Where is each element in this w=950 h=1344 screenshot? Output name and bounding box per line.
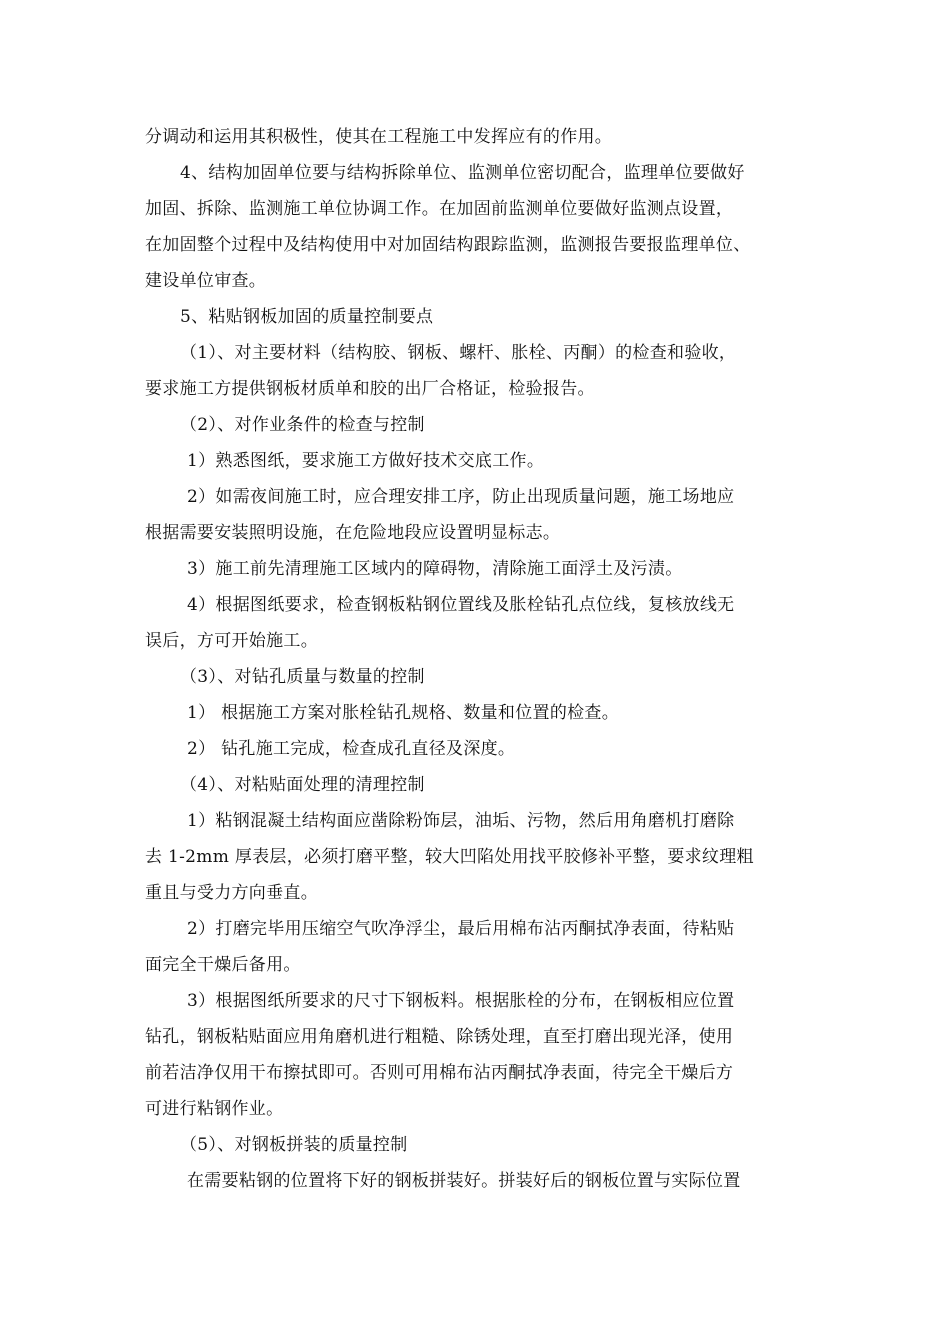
paragraph-line: 要求施工方提供钢板材质单和胶的出厂合格证，检验报告。 — [145, 379, 595, 399]
list-item: 1）粘钢混凝土结构面应凿除粉饰层，油垢、污物，然后用角磨机打磨除 — [187, 811, 735, 831]
paragraph-line: 在加固整个过程中及结构使用中对加固结构跟踪监测，监测报告要报监理单位、 — [145, 235, 751, 255]
subsection-heading: （3）、对钻孔质量与数量的控制 — [180, 667, 425, 687]
list-item: 1）熟悉图纸，要求施工方做好技术交底工作。 — [187, 451, 545, 471]
paragraph-line: 加固、拆除、监测施工单位协调工作。在加固前监测单位要做好监测点设置， — [145, 199, 734, 219]
paragraph-line: 可进行粘钢作业。 — [145, 1099, 284, 1119]
subsection-heading: （4）、对粘贴面处理的清理控制 — [180, 775, 425, 795]
paragraph-line: 建设单位审查。 — [145, 271, 267, 291]
paragraph-line: 分调动和运用其积极性，使其在工程施工中发挥应有的作用。 — [145, 127, 613, 147]
paragraph-line: 面完全干燥后备用。 — [145, 955, 301, 975]
paragraph-line: 钻孔，钢板粘贴面应用角磨机进行粗糙、除锈处理，直至打磨出现光泽，使用 — [145, 1027, 734, 1047]
list-item: 2）如需夜间施工时，应合理安排工序，防止出现质量问题，施工场地应 — [187, 487, 735, 507]
list-item: 2）打磨完毕用压缩空气吹净浮尘，最后用棉布沾丙酮拭净表面，待粘贴 — [187, 919, 735, 939]
subsection-heading: （5）、对钢板拼装的质量控制 — [180, 1135, 408, 1155]
paragraph-line: 根据需要安装照明设施，在危险地段应设置明显标志。 — [145, 523, 561, 543]
list-item: 1） 根据施工方案对胀栓钻孔规格、数量和位置的检查。 — [187, 703, 620, 723]
paragraph-line: 去 1-2mm 厚表层，必须打磨平整，较大凹陷处用找平胶修补平整，要求纹理粗 — [145, 847, 754, 867]
subsection-heading: （2）、对作业条件的检查与控制 — [180, 415, 425, 435]
paragraph-line: 4、结构加固单位要与结构拆除单位、监测单位密切配合，监理单位要做好 — [180, 163, 745, 183]
list-item: 3）施工前先清理施工区域内的障碍物，清除施工面浮土及污渍。 — [187, 559, 683, 579]
paragraph-line: （1）、对主要材料（结构胶、钢板、螺杆、胀栓、丙酮）的检查和验收， — [180, 343, 737, 363]
paragraph-line: 在需要粘钢的位置将下好的钢板拼装好。拼装好后的钢板位置与实际位置 — [187, 1171, 741, 1191]
section-heading: 5、粘贴钢板加固的质量控制要点 — [180, 307, 434, 327]
list-item: 2） 钻孔施工完成，检查成孔直径及深度。 — [187, 739, 516, 759]
paragraph-line: 误后，方可开始施工。 — [145, 631, 318, 651]
paragraph-line: 前若洁净仅用干布擦拭即可。否则可用棉布沾丙酮拭净表面，待完全干燥后方 — [145, 1063, 734, 1083]
list-item: 3）根据图纸所要求的尺寸下钢板料。根据胀栓的分布，在钢板相应位置 — [187, 991, 735, 1011]
list-item: 4）根据图纸要求，检查钢板粘钢位置线及胀栓钻孔点位线，复核放线无 — [187, 595, 735, 615]
paragraph-line: 重且与受力方向垂直。 — [145, 883, 318, 903]
